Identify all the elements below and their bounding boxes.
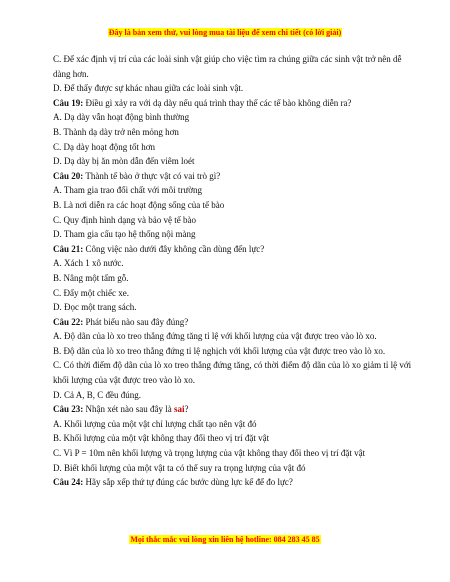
option-c: C. Đẩy một chiếc xe. xyxy=(53,287,129,298)
option-b: B. Khối lượng của một vật không thay đổi theo vị trí đặt vật xyxy=(53,433,270,444)
hotline-notice xyxy=(0,535,450,544)
option-d: D. Dạ dày bị ăn mòn dẫn đến viêm loét xyxy=(53,156,195,167)
option-d: D. Đọc một trang sách. xyxy=(53,302,137,313)
question-number: Câu 23: xyxy=(53,404,84,415)
option-a: A. Tham gia trao đổi chất với môi trường xyxy=(53,185,202,196)
question-20 xyxy=(53,169,413,184)
option-b: B. Thành dạ dày trở nên mỏng hơn xyxy=(53,126,179,137)
question-21 xyxy=(53,242,413,257)
option-d: D. Tham gia cấu tạo hệ thống nội màng xyxy=(53,229,196,240)
option-c: C. Có thời điểm độ dãn của lò xo treo thẳng đứng tăng, có thời điểm độ dãn của lò xo giảm tỉ lệ với khối lượng của vật được treo vào lò xo. xyxy=(53,360,412,386)
question-text: Thành tế bào ở thực vật có vai trò gì? xyxy=(83,170,221,181)
preview-notice xyxy=(0,28,450,37)
prev-option-c: C. Để xác định vị trí của các loài sinh vật giúp cho việc tìm ra chúng giữa các sinh vật trở nên dễ dàng hơn. xyxy=(53,54,402,79)
question-23 xyxy=(53,402,413,417)
question-text: Điều gì xảy ra với dạ dày nếu quá trình thay thế các tế bào không diễn ra? xyxy=(83,97,352,108)
hotline-notice-text: Mọi thắc mắc vui lòng xin liên hệ hotline: 084 283 45 85 xyxy=(130,535,320,544)
option-c: C. Vì P = 10m nên khối lượng và trọng lượng của vật không thay đổi theo vị trí đặt vật xyxy=(53,448,366,459)
question-text: Công việc nào dưới đây không cần dùng đến lực? xyxy=(83,243,265,254)
option-d: D. Cả A, B, C đều đúng. xyxy=(53,389,142,400)
question-number: Câu 22: xyxy=(53,316,84,327)
option-b: B. Độ dãn của lò xo treo thẳng đứng tỉ lệ nghịch với khối lượng của vật được treo vào lò xo. xyxy=(53,345,386,356)
option-a: A. Dạ dày vẫn hoạt động bình thường xyxy=(53,112,190,123)
option-a: A. Khối lượng của một vật chỉ lượng chất tạo nên vật đó xyxy=(53,418,257,429)
option-a: A. Độ dãn của lò xo treo thẳng đứng tăng tỉ lệ với khối lượng của vật được treo vào lò xo. xyxy=(53,331,377,342)
option-d: D. Biết khối lượng của một vật ta có thể suy ra trọng lượng của vật đó xyxy=(53,462,306,473)
question-22 xyxy=(53,315,413,330)
question-text: Nhận xét nào sau đây là xyxy=(83,404,174,415)
question-number: Câu 20: xyxy=(53,170,84,181)
question-19 xyxy=(53,96,413,111)
option-c: C. Dạ dày hoạt động tốt hơn xyxy=(53,141,155,152)
option-c: C. Quy định hình dạng và bảo vệ tế bào xyxy=(53,214,196,225)
question-number: Câu 21: xyxy=(53,243,84,254)
question-text: Phát biểu nào sau đây đúng? xyxy=(83,316,189,327)
question-number: Câu 24: xyxy=(53,477,84,488)
question-number: Câu 19: xyxy=(53,97,84,108)
option-a: A. Xách 1 xô nước. xyxy=(53,258,124,269)
question-text-end: ? xyxy=(184,404,189,415)
option-b: B. Nâng một tấm gỗ. xyxy=(53,272,129,283)
option-b: B. Là nơi diễn ra các hoạt động sống của tế bào xyxy=(53,199,225,210)
preview-notice-text: Đây là bản xem thử, vui lòng mua tài liệu để xem chi tiết (có lời giải) xyxy=(108,28,342,37)
question-24 xyxy=(53,475,413,490)
question-text: Hãy sắp xếp thứ tự đúng các bước dùng lực kế để đo lực? xyxy=(83,477,293,488)
document-body xyxy=(53,52,413,490)
question-highlight: sai xyxy=(174,404,185,415)
prev-option-d: D. Để thấy được sự khác nhau giữa các loài sinh vật. xyxy=(53,83,244,94)
